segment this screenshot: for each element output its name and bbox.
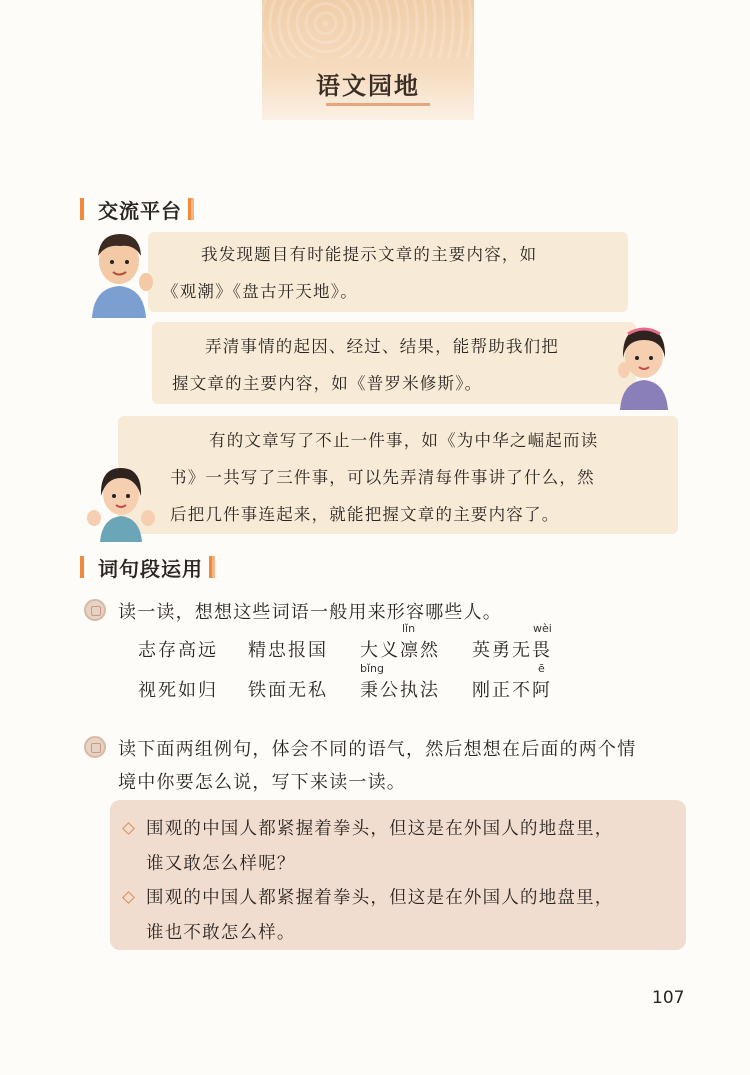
girl-avatar-right <box>612 318 676 410</box>
bubble-1-line-1: 我发现题目有时能提示文章的主要内容，如 <box>201 245 538 264</box>
word-item: 大义凛然 <box>360 640 440 661</box>
word-item: 志存高远 <box>138 640 218 661</box>
word-item: 精忠报国 <box>248 640 328 661</box>
exercise-2-line-2: 境中你要怎么说，写下来读一读。 <box>118 772 406 793</box>
bubble-3-line-3: 后把几件事连起来，就能把握文章的主要内容了。 <box>170 505 560 524</box>
word-item: 铁面无私 <box>248 680 328 701</box>
page-number: 107 <box>652 988 685 1008</box>
pinyin-label: bǐng <box>360 662 384 675</box>
example-2-line-2: 谁也不敢怎么样。 <box>146 923 296 943</box>
section-title-exchange: 交流平台 <box>98 198 182 223</box>
example-2-line-1: 围观的中国人都紧握着拳头，但这是在外国人的地盘里， <box>146 888 614 908</box>
section-title-usage: 词句段运用 <box>98 556 203 581</box>
section-header-exchange <box>80 194 194 224</box>
discussion-bubble-3 <box>118 416 678 534</box>
discussion-bubble-2 <box>152 322 636 404</box>
bubble-3-line-1: 有的文章写了不止一件事，如《为中华之崛起而读 <box>209 431 599 450</box>
page-title: 语文园地 <box>316 72 420 100</box>
pinyin-label: wèi <box>533 622 552 635</box>
word-item: 刚正不阿 <box>472 680 552 701</box>
section-bar-left <box>80 556 84 578</box>
header-decoration <box>262 0 474 120</box>
bubble-2-line-1: 弄清事情的起因、经过、结果，能帮助我们把 <box>205 337 559 356</box>
exercise-1-text: 读一读，想想这些词语一般用来形容哪些人。 <box>118 602 502 623</box>
bubble-1-line-2: 《观潮》《盘古开天地》。 <box>162 282 358 301</box>
section-bar-right <box>209 556 215 578</box>
bubble-3-line-2: 书》一共写了三件事，可以先弄清每件事讲了什么，然 <box>170 468 595 487</box>
section-bar-right <box>188 198 194 220</box>
pinyin-label: lǐn <box>402 622 416 635</box>
pinyin-label: ē <box>538 662 545 675</box>
example-1-line-1: 围观的中国人都紧握着拳头，但这是在外国人的地盘里， <box>146 819 614 839</box>
bubble-2-line-2: 握文章的主要内容，如《普罗米修斯》。 <box>172 374 483 393</box>
word-item: 视死如归 <box>138 680 218 701</box>
exercise-2-line-1: 读下面两组例句，体会不同的语气，然后想想在后面的两个情 <box>118 739 637 760</box>
boy-avatar <box>84 226 154 318</box>
discussion-bubble-1 <box>148 232 628 312</box>
word-item: 英勇无畏 <box>472 640 552 661</box>
section-bar-left <box>80 198 84 220</box>
girl-avatar-left <box>86 462 156 542</box>
exercise-icon-2 <box>84 736 106 758</box>
word-item: 秉公执法 <box>360 680 440 701</box>
example-1-line-2: 谁又敢怎么样呢？ <box>146 854 296 874</box>
section-header-usage <box>80 552 215 582</box>
exercise-icon-1 <box>84 599 106 621</box>
title-underline <box>326 103 430 106</box>
